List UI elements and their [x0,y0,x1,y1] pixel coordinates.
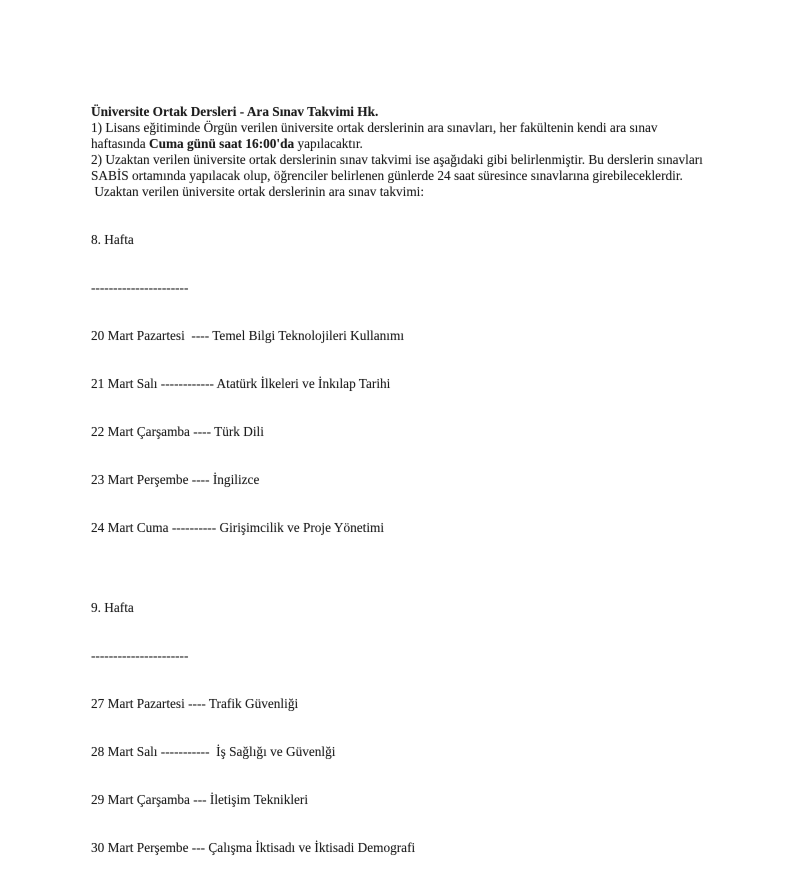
schedule-row: 24 Mart Cuma ---------- Girişimcilik ve Proje Yönetimi [91,520,385,535]
schedule-row: 20 Mart Pazartesi ---- Temel Bilgi Teknolojileri Kullanımı [91,328,405,343]
week-8-heading: 8. Hafta [91,232,134,247]
schedule-row: 27 Mart Pazartesi ---- Trafik Güvenliği [91,696,299,711]
document-title: Üniversite Ortak Dersleri - Ara Sınav Takvimi Hk. [91,104,379,119]
week-8-divider: ---------------------- [91,280,189,295]
paragraph-1-text: 1) Lisans eğitiminde Örgün verilen üniversite ortak derslerinin ara sınavları, her fakültenin kendi ara sınav haftasında [91,120,661,151]
schedule-row: 22 Mart Çarşamba ---- Türk Dili [91,424,264,439]
document-page [91,104,707,888]
week-8-section [91,200,703,568]
paragraph-1-bold-phrase: Cuma günü saat 16:00'da [148,136,295,151]
schedule-row: 23 Mart Perşembe ---- İngilizce [91,472,260,487]
week-9-heading: 9. Hafta [91,600,134,615]
week-9-divider: ---------------------- [91,648,189,663]
paragraph-1-tail: yapılacaktır. [294,136,363,151]
schedule-row: 29 Mart Çarşamba --- İletişim Teknikleri [91,792,309,807]
schedule-row: 30 Mart Perşembe --- Çalışma İktisadı ve İktisadi Demografi [91,840,416,855]
week-9-section [91,568,703,888]
paragraph-2: 2) Uzaktan verilen üniversite ortak derslerinin sınav takvimi ise aşağıdaki gibi belirlenmiştir. Bu derslerin sınavları SABİS ortamında yapılacak olup, öğrenciler belirlenen günlerde 24 saat süresince sınavlarına girebileceklerdir. [91,152,707,183]
schedule-row: 21 Mart Salı ------------ Atatürk İlkeleri ve İnkılap Tarihi [91,376,391,391]
schedule-intro: Uzaktan verilen üniversite ortak derslerinin ara sınav takvimi: [91,184,425,199]
paragraph-1 [91,120,703,152]
schedule-row: 28 Mart Salı ----------- İş Sağlığı ve Güvenlği [91,744,336,759]
